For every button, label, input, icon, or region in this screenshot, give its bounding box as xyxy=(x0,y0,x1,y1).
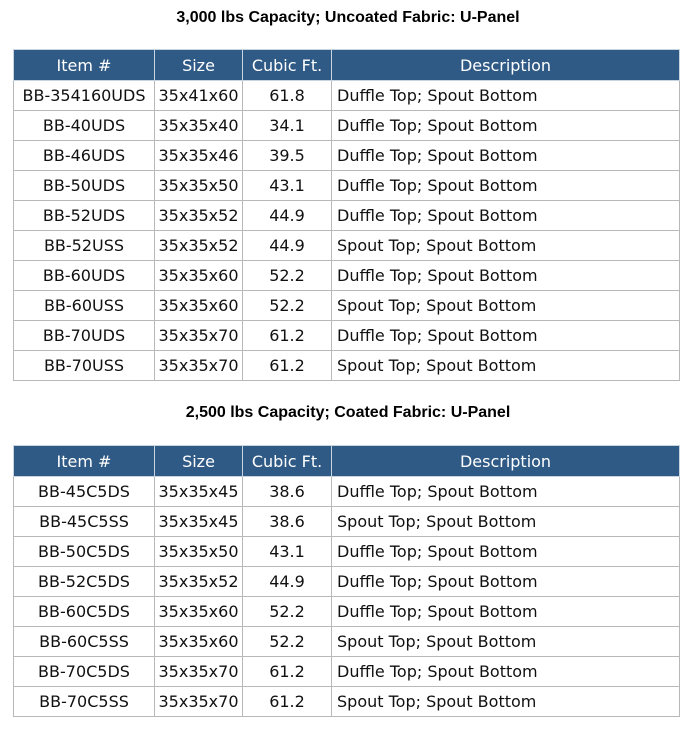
column-header-size: Size xyxy=(155,446,243,477)
cell-size: 35x35x46 xyxy=(155,141,243,171)
cell-size: 35x35x70 xyxy=(155,657,243,687)
section-title-coated: 2,500 lbs Capacity; Coated Fabric: U-Panel xyxy=(185,404,511,421)
cell-item-number: BB-52UDS xyxy=(14,201,155,231)
column-header-description: Description xyxy=(332,50,680,81)
table-row xyxy=(14,261,680,291)
cell-item-number: BB-354160UDS xyxy=(14,81,155,111)
table-header-row xyxy=(14,446,680,477)
table-row xyxy=(14,507,680,537)
cell-size: 35x35x52 xyxy=(155,567,243,597)
cell-cubic-ft: 61.2 xyxy=(243,687,332,717)
table-row xyxy=(14,171,680,201)
cell-size: 35x41x60 xyxy=(155,81,243,111)
cell-size: 35x35x70 xyxy=(155,687,243,717)
cell-description: Spout Top; Spout Bottom xyxy=(332,231,680,261)
cell-description: Duffle Top; Spout Bottom xyxy=(332,597,680,627)
cell-cubic-ft: 61.2 xyxy=(243,351,332,381)
cell-item-number: BB-70UDS xyxy=(14,321,155,351)
cell-cubic-ft: 52.2 xyxy=(243,261,332,291)
cell-size: 35x35x52 xyxy=(155,231,243,261)
cell-cubic-ft: 34.1 xyxy=(243,111,332,141)
cell-cubic-ft: 61.2 xyxy=(243,321,332,351)
table-row xyxy=(14,537,680,567)
table-row xyxy=(14,657,680,687)
table-row xyxy=(14,321,680,351)
column-header-size: Size xyxy=(155,50,243,81)
table-row xyxy=(14,567,680,597)
cell-description: Spout Top; Spout Bottom xyxy=(332,627,680,657)
cell-cubic-ft: 39.5 xyxy=(243,141,332,171)
cell-description: Spout Top; Spout Bottom xyxy=(332,351,680,381)
table-row xyxy=(14,627,680,657)
cell-description: Duffle Top; Spout Bottom xyxy=(332,81,680,111)
cell-description: Spout Top; Spout Bottom xyxy=(332,507,680,537)
cell-size: 35x35x45 xyxy=(155,477,243,507)
column-header-item: Item # xyxy=(14,446,155,477)
cell-item-number: BB-40UDS xyxy=(14,111,155,141)
cell-item-number: BB-46UDS xyxy=(14,141,155,171)
cell-item-number: BB-60C5DS xyxy=(14,597,155,627)
cell-description: Duffle Top; Spout Bottom xyxy=(332,261,680,291)
cell-cubic-ft: 43.1 xyxy=(243,171,332,201)
coated-table xyxy=(13,445,680,717)
table-row xyxy=(14,81,680,111)
cell-description: Duffle Top; Spout Bottom xyxy=(332,657,680,687)
cell-cubic-ft: 61.8 xyxy=(243,81,332,111)
cell-item-number: BB-45C5SS xyxy=(14,507,155,537)
cell-description: Duffle Top; Spout Bottom xyxy=(332,141,680,171)
uncoated-table xyxy=(13,49,680,381)
table-header-row xyxy=(14,50,680,81)
cell-cubic-ft: 38.6 xyxy=(243,507,332,537)
cell-item-number: BB-70C5SS xyxy=(14,687,155,717)
cell-item-number: BB-50UDS xyxy=(14,171,155,201)
cell-size: 35x35x60 xyxy=(155,627,243,657)
cell-size: 35x35x45 xyxy=(155,507,243,537)
cell-item-number: BB-52USS xyxy=(14,231,155,261)
cell-size: 35x35x60 xyxy=(155,261,243,291)
cell-cubic-ft: 38.6 xyxy=(243,477,332,507)
cell-cubic-ft: 61.2 xyxy=(243,657,332,687)
cell-cubic-ft: 44.9 xyxy=(243,231,332,261)
cell-cubic-ft: 52.2 xyxy=(243,597,332,627)
cell-cubic-ft: 52.2 xyxy=(243,627,332,657)
table-row xyxy=(14,291,680,321)
cell-size: 35x35x50 xyxy=(155,171,243,201)
cell-item-number: BB-70C5DS xyxy=(14,657,155,687)
table-row xyxy=(14,351,680,381)
cell-description: Duffle Top; Spout Bottom xyxy=(332,537,680,567)
cell-item-number: BB-60USS xyxy=(14,291,155,321)
cell-item-number: BB-60UDS xyxy=(14,261,155,291)
table-row xyxy=(14,477,680,507)
cell-cubic-ft: 44.9 xyxy=(243,201,332,231)
table-row xyxy=(14,597,680,627)
cell-cubic-ft: 52.2 xyxy=(243,291,332,321)
cell-description: Spout Top; Spout Bottom xyxy=(332,291,680,321)
cell-item-number: BB-50C5DS xyxy=(14,537,155,567)
cell-size: 35x35x52 xyxy=(155,201,243,231)
table-row xyxy=(14,111,680,141)
cell-description: Duffle Top; Spout Bottom xyxy=(332,171,680,201)
cell-item-number: BB-70USS xyxy=(14,351,155,381)
table-row xyxy=(14,687,680,717)
table-row xyxy=(14,201,680,231)
column-header-cubic-ft: Cubic Ft. xyxy=(243,50,332,81)
cell-description: Duffle Top; Spout Bottom xyxy=(332,321,680,351)
cell-description: Duffle Top; Spout Bottom xyxy=(332,477,680,507)
table-row xyxy=(14,141,680,171)
cell-description: Spout Top; Spout Bottom xyxy=(332,687,680,717)
cell-description: Duffle Top; Spout Bottom xyxy=(332,201,680,231)
cell-size: 35x35x50 xyxy=(155,537,243,567)
cell-cubic-ft: 43.1 xyxy=(243,537,332,567)
cell-item-number: BB-60C5SS xyxy=(14,627,155,657)
cell-item-number: BB-45C5DS xyxy=(14,477,155,507)
cell-cubic-ft: 44.9 xyxy=(243,567,332,597)
column-header-item: Item # xyxy=(14,50,155,81)
section-title-uncoated: 3,000 lbs Capacity; Uncoated Fabric: U-Panel xyxy=(176,9,520,26)
table-row xyxy=(14,231,680,261)
column-header-description: Description xyxy=(332,446,680,477)
cell-description: Duffle Top; Spout Bottom xyxy=(332,111,680,141)
cell-item-number: BB-52C5DS xyxy=(14,567,155,597)
cell-size: 35x35x60 xyxy=(155,291,243,321)
cell-size: 35x35x60 xyxy=(155,597,243,627)
column-header-cubic-ft: Cubic Ft. xyxy=(243,446,332,477)
cell-size: 35x35x70 xyxy=(155,321,243,351)
cell-size: 35x35x70 xyxy=(155,351,243,381)
cell-description: Duffle Top; Spout Bottom xyxy=(332,567,680,597)
cell-size: 35x35x40 xyxy=(155,111,243,141)
